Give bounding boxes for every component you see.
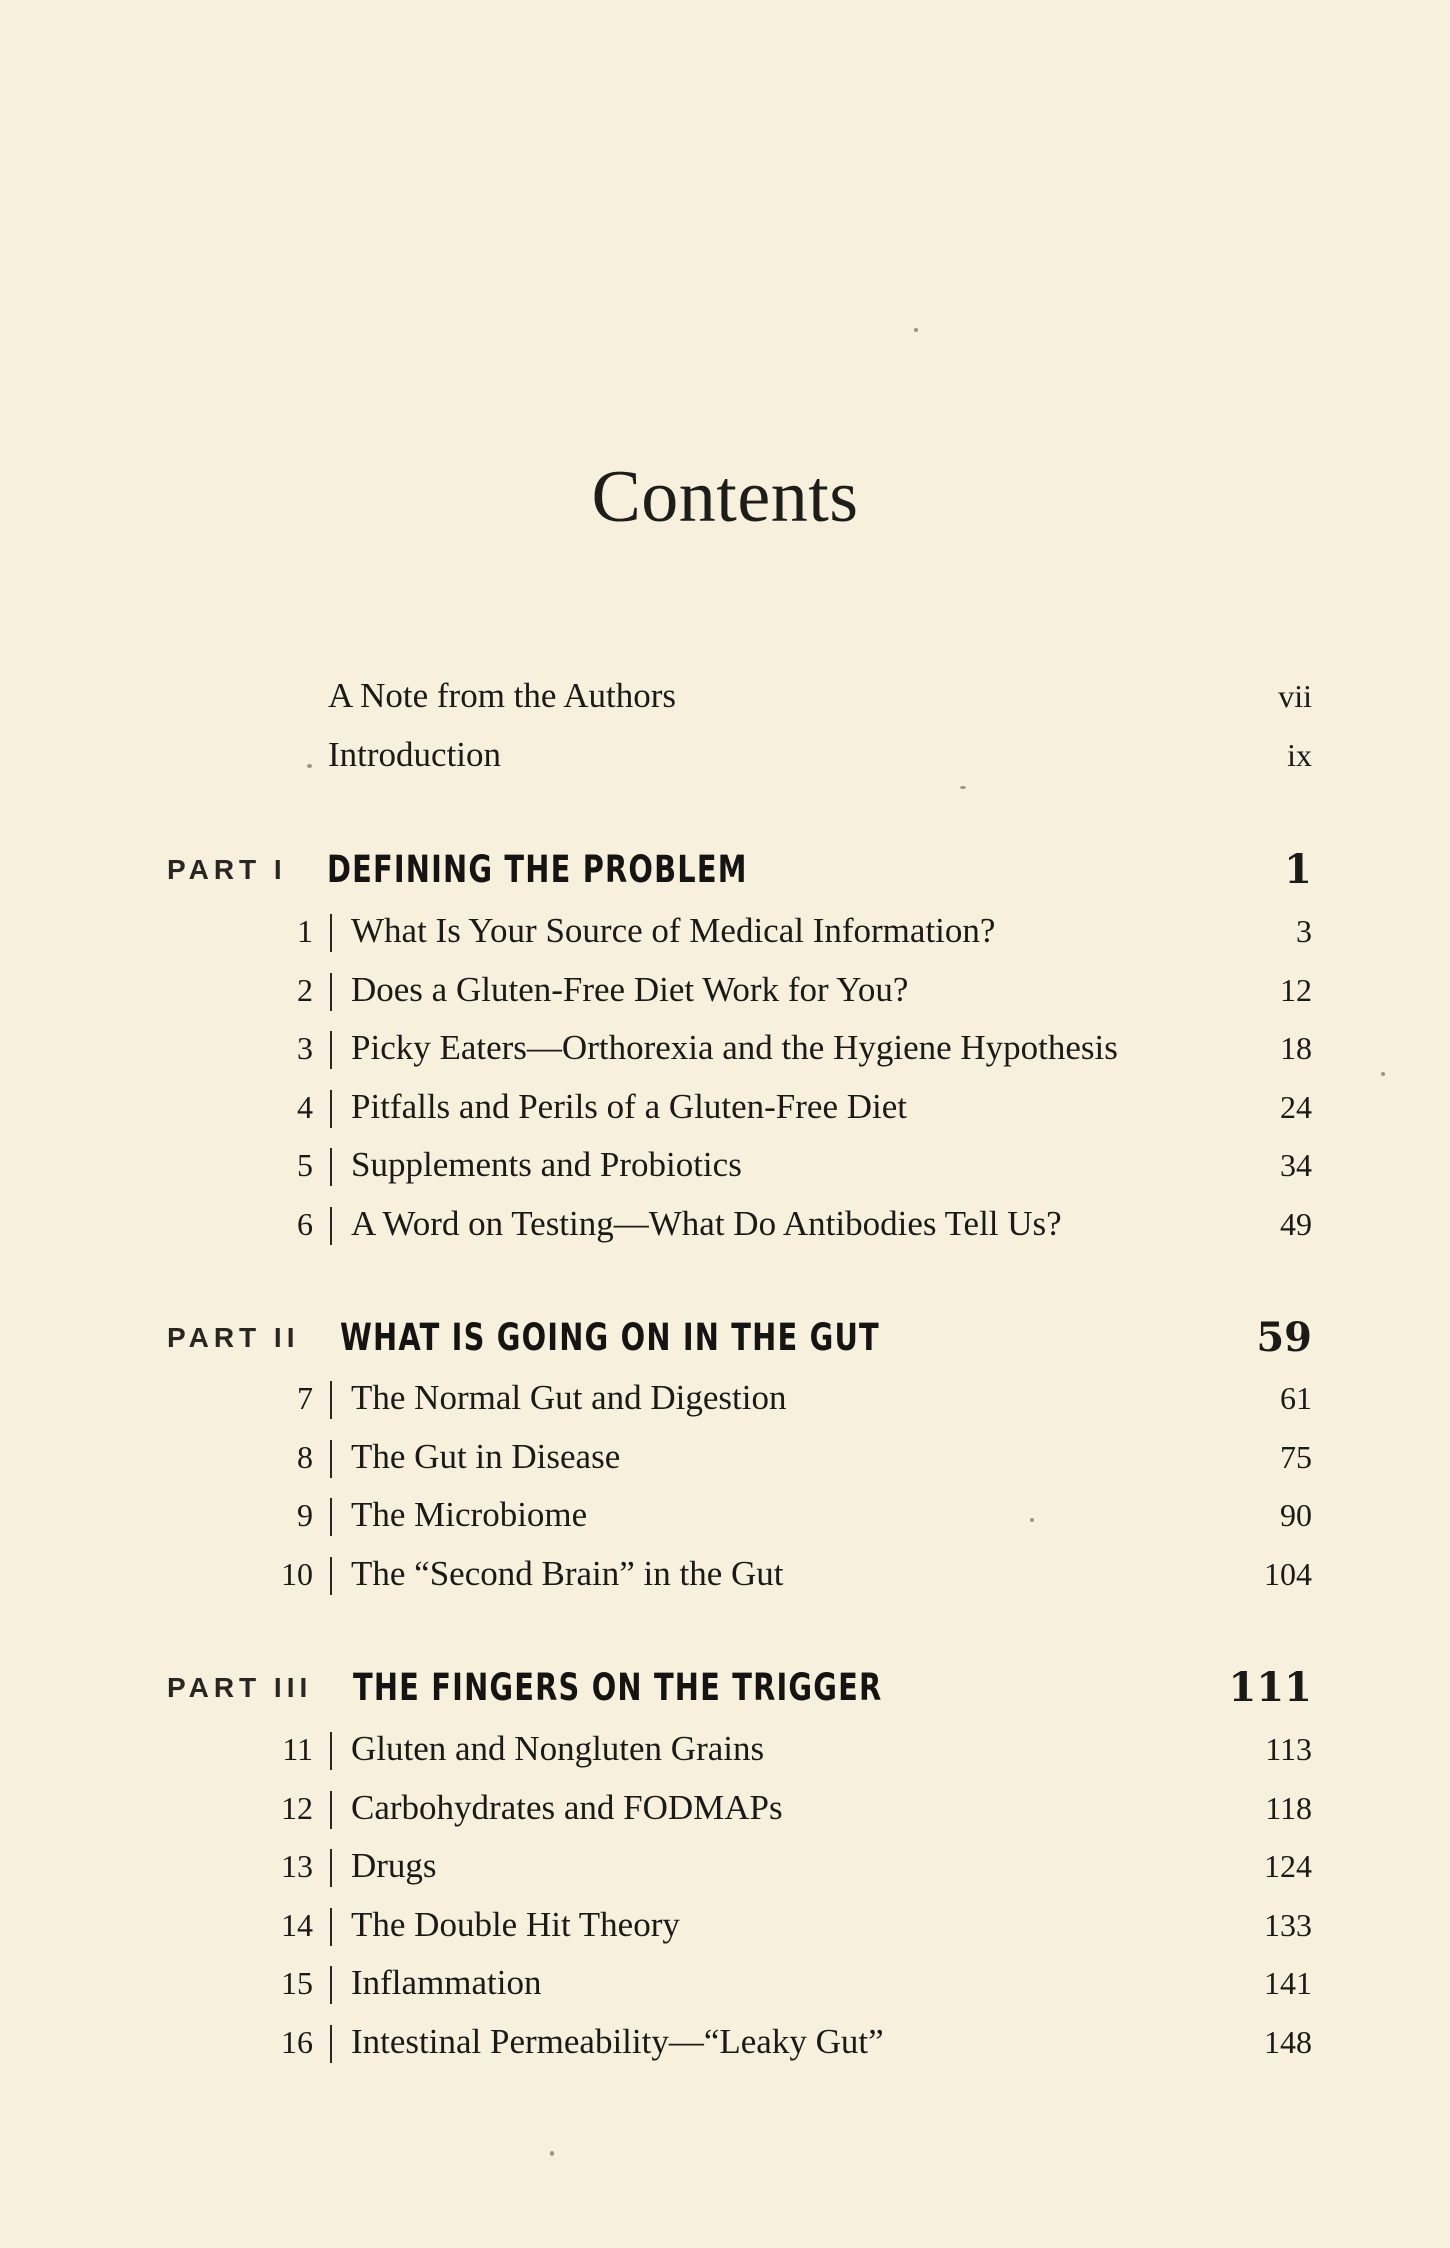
chapter-number: 10 [281, 1556, 313, 1592]
chapter-number: 8 [297, 1439, 313, 1475]
chapter-number: 3 [297, 1030, 313, 1066]
toc-page-number: 1 [1284, 846, 1312, 893]
part-heading: THE FINGERS ON THE TRIGGER [353, 1666, 883, 1709]
toc-chapter[interactable] [0, 1719, 1450, 1779]
toc-part-3[interactable] [0, 1658, 1450, 1718]
chapter-number: 7 [297, 1380, 313, 1416]
chapter-divider [330, 1207, 332, 1245]
toc-page-number: 113 [1265, 1731, 1312, 1767]
chapter-number: 15 [281, 1965, 313, 2001]
toc-page-number: 34 [1280, 1147, 1312, 1183]
toc-entry-introduction[interactable] [0, 725, 1450, 785]
chapter-title: Carbohydrates and FODMAPs [351, 1788, 783, 1827]
toc-page-number: 148 [1264, 2024, 1312, 2060]
chapter-divider [330, 1732, 332, 1770]
toc-entry-note[interactable] [0, 666, 1450, 726]
toc-chapter[interactable] [0, 1485, 1450, 1545]
chapter-divider [330, 1908, 332, 1946]
chapter-divider [330, 1557, 332, 1595]
toc-page-number: 90 [1280, 1497, 1312, 1533]
toc-page-number: 59 [1256, 1314, 1312, 1361]
page-title: Contents [591, 456, 859, 538]
toc-chapter[interactable] [0, 960, 1450, 1020]
toc-page-number: 61 [1280, 1380, 1312, 1416]
chapter-divider [330, 1966, 332, 2004]
toc-entry-label: A Note from the Authors [328, 676, 677, 715]
chapter-title: The Double Hit Theory [351, 1905, 680, 1944]
toc-page-number: vii [1278, 678, 1312, 714]
toc-chapter[interactable] [0, 1427, 1450, 1487]
chapter-divider [330, 1031, 332, 1069]
paper-speck [550, 2151, 554, 2156]
toc-page-number: 75 [1280, 1439, 1312, 1475]
chapter-divider [330, 1148, 332, 1186]
chapter-title: Pitfalls and Perils of a Gluten-Free Diet [351, 1087, 907, 1126]
toc-chapter[interactable] [0, 1895, 1450, 1955]
chapter-title: Drugs [351, 1846, 437, 1885]
toc-entry-label: Introduction [328, 735, 502, 774]
chapter-title: Intestinal Permeability—“Leaky Gut” [351, 2022, 884, 2061]
chapter-number: 5 [297, 1147, 313, 1183]
toc-page-number: 24 [1280, 1089, 1312, 1125]
chapter-number: 4 [297, 1089, 313, 1125]
part-heading: WHAT IS GOING ON IN THE GUT [340, 1316, 880, 1359]
toc-chapter[interactable] [0, 1953, 1450, 2013]
chapter-number: 12 [281, 1790, 313, 1826]
toc-page-number: 124 [1264, 1848, 1312, 1884]
toc-page-number: 104 [1264, 1556, 1312, 1592]
toc-chapter[interactable] [0, 1368, 1450, 1428]
toc-page-number: 133 [1264, 1907, 1312, 1943]
part-kicker: PART III [167, 1672, 313, 1703]
chapter-number: 14 [281, 1907, 313, 1943]
chapter-number: 9 [297, 1497, 313, 1533]
part-kicker: PART I [167, 854, 287, 885]
toc-chapter[interactable] [0, 1194, 1450, 1254]
chapter-title: The Normal Gut and Digestion [351, 1378, 787, 1417]
paper-speck [914, 328, 918, 332]
chapter-title: Inflammation [351, 1963, 542, 2002]
toc-chapter[interactable] [0, 1135, 1450, 1195]
chapter-title: The Gut in Disease [351, 1437, 621, 1476]
chapter-divider [330, 1381, 332, 1419]
chapter-title: The Microbiome [351, 1495, 588, 1534]
chapter-number: 1 [297, 913, 313, 949]
part-heading: DEFINING THE PROBLEM [327, 848, 748, 891]
toc-chapter[interactable] [0, 1077, 1450, 1137]
toc-chapter[interactable] [0, 2012, 1450, 2072]
chapter-title: Gluten and Nongluten Grains [351, 1729, 765, 1768]
chapter-divider [330, 914, 332, 952]
chapter-title: Supplements and Probiotics [351, 1145, 742, 1184]
paper-speck [1030, 1518, 1034, 1522]
toc-part-2[interactable] [0, 1308, 1450, 1368]
chapter-divider [330, 2025, 332, 2063]
chapter-divider [330, 1849, 332, 1887]
paper-speck [1381, 1072, 1385, 1076]
chapter-divider [330, 1498, 332, 1536]
chapter-title: What Is Your Source of Medical Information? [351, 911, 996, 950]
chapter-title: Does a Gluten-Free Diet Work for You? [351, 970, 909, 1009]
chapter-number: 16 [281, 2024, 313, 2060]
chapter-title: The “Second Brain” in the Gut [351, 1554, 784, 1593]
toc-chapter[interactable] [0, 1544, 1450, 1604]
toc-chapter[interactable] [0, 1778, 1450, 1838]
chapter-divider [330, 1440, 332, 1478]
toc-page-number: 141 [1264, 1965, 1312, 2001]
toc-page-number: 49 [1280, 1206, 1312, 1242]
chapter-divider [330, 1791, 332, 1829]
chapter-title: Picky Eaters—Orthorexia and the Hygiene Hypothesis [351, 1028, 1118, 1067]
toc-page-number: 18 [1280, 1030, 1312, 1066]
chapter-number: 11 [282, 1731, 313, 1767]
paper-speck [960, 786, 966, 789]
chapter-number: 13 [281, 1848, 313, 1884]
toc-page-number: 111 [1228, 1664, 1312, 1711]
chapter-number: 2 [297, 972, 313, 1008]
chapter-divider [330, 973, 332, 1011]
chapter-number: 6 [297, 1206, 313, 1242]
chapter-title: A Word on Testing—What Do Antibodies Tell Us? [351, 1204, 1062, 1243]
toc-page-number: 3 [1296, 913, 1312, 949]
part-kicker: PART II [167, 1322, 300, 1353]
chapter-divider [330, 1090, 332, 1128]
toc-chapter[interactable] [0, 1836, 1450, 1896]
toc-page-number: 118 [1265, 1790, 1312, 1826]
toc-page-number: ix [1287, 737, 1312, 773]
toc-page-number: 12 [1280, 972, 1312, 1008]
paper-speck [307, 764, 312, 768]
toc-chapter[interactable] [0, 1018, 1450, 1078]
toc-part-1[interactable] [0, 840, 1450, 900]
toc-chapter[interactable] [0, 901, 1450, 961]
